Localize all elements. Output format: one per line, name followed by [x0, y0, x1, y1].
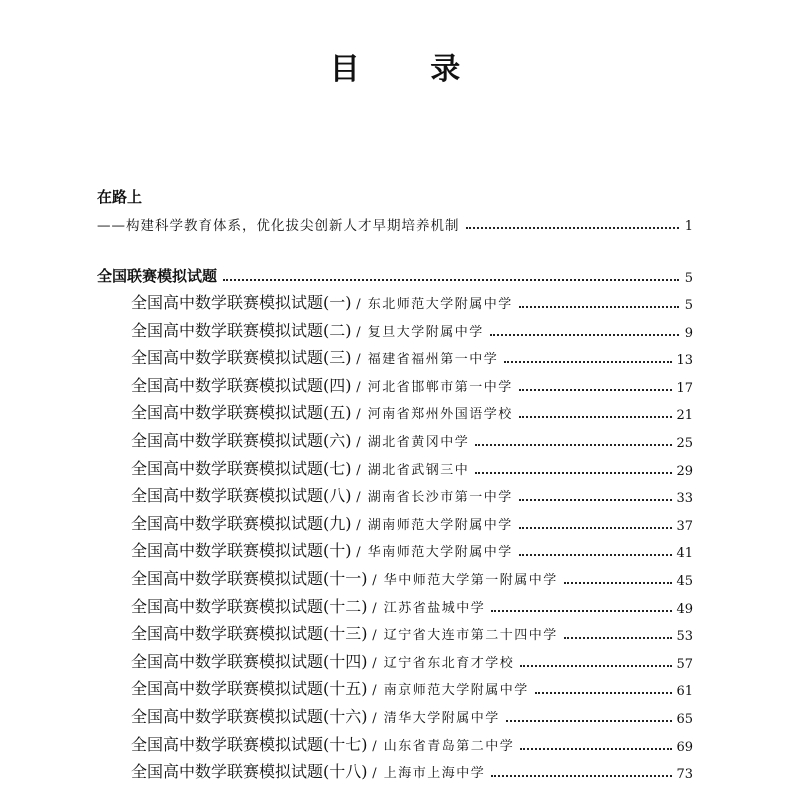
page-number: 53: [676, 629, 693, 645]
dot-leader: [519, 527, 673, 529]
entry-school: / 清华大学附属中学: [372, 711, 500, 726]
toc-entry[interactable]: [131, 374, 693, 396]
page-number: 25: [676, 436, 693, 451]
toc-entry[interactable]: [131, 484, 693, 506]
entry-school: / 河北省邯郸市第一中学: [356, 379, 513, 395]
entry-text: [131, 649, 514, 672]
page-title: 目 录: [329, 52, 491, 87]
entry-school: / 辽宁省东北育才学校: [372, 655, 515, 671]
dot-leader: [519, 306, 679, 308]
entry-title: 全国高中数学联赛模拟试题(二): [131, 320, 352, 340]
dot-leader: [564, 637, 673, 639]
intro-entry[interactable]: [97, 212, 693, 234]
entry-school: / 湖南省长沙市第一中学: [356, 490, 513, 506]
toc-entry[interactable]: [131, 733, 693, 755]
page-number: 69: [676, 739, 693, 755]
dot-leader: [519, 389, 673, 391]
entry-title: 全国高中数学联赛模拟试题(十二): [131, 596, 368, 616]
page-number: 49: [676, 601, 693, 617]
entry-school: / 辽宁省大连市第二十四中学: [372, 628, 558, 644]
entry-title: 全国高中数学联赛模拟试题(四): [131, 375, 352, 395]
entry-school: / 南京师范大学附属中学: [372, 683, 529, 699]
toc-entry[interactable]: [131, 457, 693, 479]
entry-school: / 福建省福州第一中学: [356, 352, 499, 368]
entry-title: 全国高中数学联赛模拟试题(九): [131, 513, 352, 533]
entry-title: 全国高中数学联赛模拟试题(十三): [131, 624, 368, 644]
dot-leader: [491, 610, 672, 612]
section-entry[interactable]: [97, 264, 693, 286]
entry-school: / 华南师范大学附属中学: [356, 545, 513, 561]
toc-entry[interactable]: [131, 567, 693, 589]
intro-heading: 在路上: [97, 188, 143, 206]
page-number: 37: [676, 518, 693, 534]
page-number: 17: [676, 380, 693, 396]
entry-title: 全国高中数学联赛模拟试题(一): [131, 293, 352, 312]
entry-text: [131, 511, 513, 534]
section-heading: 全国联赛模拟试题: [97, 267, 218, 285]
entry-title: 全国高中数学联赛模拟试题(八): [131, 486, 352, 506]
dot-leader: [475, 472, 672, 474]
entry-school: / 东北师范大学附属中学: [356, 297, 513, 312]
dot-leader: [520, 665, 672, 667]
entry-title: 全国高中数学联赛模拟试题(十七): [131, 734, 368, 754]
entry-title: 全国高中数学联赛模拟试题(十一): [131, 569, 368, 588]
toc-entry[interactable]: [131, 429, 693, 451]
entry-text: [131, 538, 513, 561]
toc-entry[interactable]: [131, 512, 693, 534]
entry-text: [131, 566, 558, 589]
page-number: 5: [684, 271, 693, 286]
entry-school: / 复旦大学附属中学: [356, 324, 484, 340]
page-number: 21: [676, 408, 693, 424]
entry-text: [131, 759, 485, 782]
page-number: 57: [676, 656, 693, 672]
toc-entry[interactable]: [131, 539, 693, 561]
entry-school: / 江苏省盐城中学: [372, 600, 486, 616]
page-number: 45: [676, 574, 693, 589]
dot-leader: [519, 554, 673, 556]
intro-subtitle: ——构建科学教育体系，优化拔尖创新人才早期培养机制: [97, 218, 460, 234]
entry-school: / 河南省郑州外国语学校: [356, 407, 513, 423]
entry-text: [131, 428, 469, 451]
page-number: 61: [676, 684, 693, 700]
page-number: 13: [676, 353, 693, 369]
toc-entry[interactable]: [131, 595, 693, 617]
entry-title: 全国高中数学联赛模拟试题(十五): [131, 679, 368, 699]
page-number: 33: [676, 491, 693, 507]
page-number: 65: [676, 712, 693, 727]
toc-entry[interactable]: [131, 291, 693, 313]
page-number: 1: [684, 219, 693, 234]
entry-school: / 华中师范大学第一附属中学: [372, 573, 558, 588]
entry-title: 全国高中数学联赛模拟试题(十六): [131, 707, 368, 726]
entry-text: [131, 732, 514, 755]
toc-entry[interactable]: [131, 622, 693, 644]
entry-text: [131, 318, 484, 341]
entry-text: [131, 676, 529, 699]
entry-school: / 湖南师范大学附属中学: [356, 517, 513, 533]
entry-title: 全国高中数学联赛模拟试题(十四): [131, 651, 368, 671]
dot-leader: [519, 416, 673, 418]
toc-entry[interactable]: [131, 677, 693, 699]
entry-school: / 湖北省武钢三中: [356, 462, 470, 478]
toc-entry[interactable]: [131, 650, 693, 672]
entry-title: 全国高中数学联赛模拟试题(七): [131, 458, 352, 478]
page-number: 73: [676, 767, 693, 783]
entry-text: [131, 704, 500, 727]
entry-text: [131, 290, 513, 313]
entry-text: [131, 456, 469, 479]
entry-school: / 湖北省黄冈中学: [356, 435, 470, 450]
dot-leader: [504, 361, 672, 363]
entry-school: / 上海市上海中学: [372, 766, 486, 782]
toc-entry[interactable]: [131, 705, 693, 727]
toc-entry[interactable]: [131, 319, 693, 341]
dot-leader: [506, 720, 673, 722]
entry-title: 全国高中数学联赛模拟试题(十): [131, 541, 352, 561]
dot-leader: [475, 444, 672, 446]
entry-text: [131, 483, 513, 506]
entry-title: 全国高中数学联赛模拟试题(五): [131, 403, 352, 423]
page-number: 9: [684, 325, 693, 341]
dot-leader: [490, 334, 679, 336]
dot-leader: [223, 279, 679, 281]
entry-school: / 山东省青岛第二中学: [372, 738, 515, 754]
dot-leader: [491, 775, 672, 777]
entry-text: [131, 345, 498, 368]
entry-title: 全国高中数学联赛模拟试题(三): [131, 348, 352, 368]
entry-text: [131, 594, 485, 617]
entry-text: [131, 400, 513, 423]
page-number: 29: [676, 463, 693, 479]
dot-leader: [520, 748, 672, 750]
dot-leader: [564, 582, 673, 584]
toc-entry[interactable]: [131, 401, 693, 423]
page-number: 41: [676, 546, 693, 562]
dot-leader: [535, 692, 673, 694]
page-number: 5: [684, 298, 693, 313]
entry-title: 全国高中数学联赛模拟试题(十八): [131, 762, 368, 782]
entry-title: 全国高中数学联赛模拟试题(六): [131, 431, 352, 450]
dot-leader: [519, 499, 673, 501]
dot-leader: [466, 227, 680, 229]
toc-entry[interactable]: [131, 346, 693, 368]
toc-entry[interactable]: [131, 760, 693, 782]
entry-text: [131, 621, 558, 644]
entry-text: [131, 373, 513, 396]
